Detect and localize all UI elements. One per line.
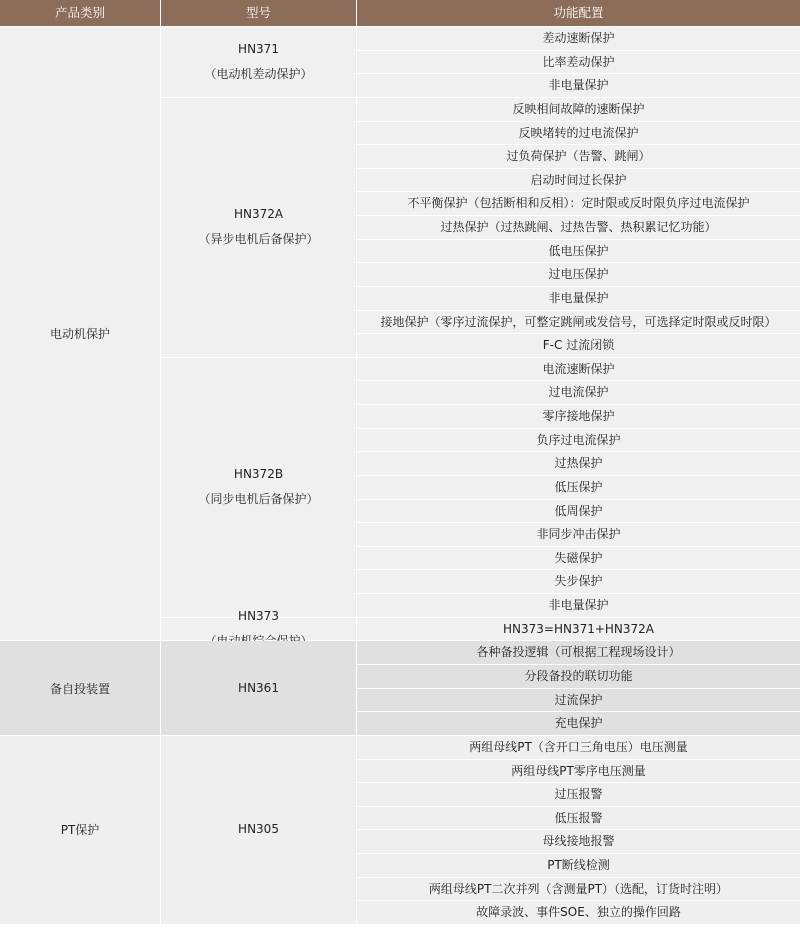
category-cell: 电动机保护	[0, 27, 160, 640]
feature-cell: 过负荷保护（告警、跳闸）	[357, 145, 800, 168]
feature-cell: 各种备投逻辑（可根据工程现场设计）	[357, 641, 800, 664]
feature-cell: 过电流保护	[357, 381, 800, 404]
feature-cell: 两组母线PT（含开口三角电压）电压测量	[357, 736, 800, 759]
model-cell	[161, 27, 356, 97]
feature-cell: 两组母线PT零序电压测量	[357, 760, 800, 783]
feature-cell: 充电保护	[357, 712, 800, 735]
feature-cell: 负序过电流保护	[357, 429, 800, 452]
feature-cell: 接地保护（零序过流保护，可整定跳闸或发信号，可选择定时限或反时限）	[357, 311, 800, 334]
model-cell	[161, 98, 356, 357]
model-cell	[161, 641, 356, 735]
model-cell	[161, 736, 356, 924]
feature-cell: 不平衡保护（包括断相和反相）：定时限或反时限负序过电流保护	[357, 192, 800, 215]
model-description: （电动机差动保护）	[204, 66, 313, 81]
feature-cell: 分段备投的联切功能	[357, 665, 800, 688]
feature-cell: PT断线检测	[357, 854, 800, 877]
category-cell: 备自投装置	[0, 641, 160, 735]
header-features: 功能配置	[357, 0, 800, 26]
feature-cell: 零序接地保护	[357, 405, 800, 428]
feature-cell: 低压报警	[357, 807, 800, 830]
feature-cell: 低压保护	[357, 476, 800, 499]
model-description: （异步电机后备保护）	[198, 232, 319, 247]
category-cell: PT保护	[0, 736, 160, 924]
model-description: （同步电机后备保护）	[198, 492, 319, 507]
model-name: HN361	[238, 680, 279, 695]
model-cell	[161, 609, 356, 641]
feature-cell: 过压报警	[357, 783, 800, 806]
model-name: HN371	[238, 41, 279, 56]
feature-cell: 过热保护	[357, 452, 800, 475]
model-name: HN305	[238, 822, 279, 837]
feature-cell: 差动速断保护	[357, 27, 800, 50]
feature-cell: 非同步冲击保护	[357, 523, 800, 546]
header-category: 产品类别	[0, 0, 160, 26]
feature-cell: 失磁保护	[357, 547, 800, 570]
header-model: 型号	[161, 0, 356, 26]
feature-cell: 反映相间故障的速断保护	[357, 98, 800, 121]
feature-cell: 启动时间过长保护	[357, 169, 800, 192]
feature-cell: 过热保护（过热跳闸、过热告警、热积累记忆功能）	[357, 216, 800, 239]
model-name: HN372B	[233, 467, 284, 482]
feature-cell: 失步保护	[357, 570, 800, 593]
feature-cell: 过流保护	[357, 689, 800, 712]
feature-cell: 故障录波、事件SOE、独立的操作回路	[357, 901, 800, 924]
model-name: HN372A	[233, 207, 284, 222]
feature-cell: 低周保护	[357, 500, 800, 523]
feature-cell: 非电量保护	[357, 594, 800, 617]
feature-cell: 电流速断保护	[357, 358, 800, 381]
feature-cell: HN373=HN371+HN372A	[357, 618, 800, 641]
feature-cell: 两组母线PT二次并列（含测量PT）（选配，订货时注明）	[357, 878, 800, 901]
feature-cell: 比率差动保护	[357, 51, 800, 74]
feature-cell: F-C 过流闭锁	[357, 334, 800, 357]
feature-cell: 低电压保护	[357, 240, 800, 263]
model-cell	[161, 358, 356, 617]
feature-cell: 过电压保护	[357, 263, 800, 286]
feature-cell: 非电量保护	[357, 74, 800, 97]
feature-cell: 反映堵转的过电流保护	[357, 122, 800, 145]
feature-cell: 母线接地报警	[357, 830, 800, 853]
model-name: HN373	[238, 609, 279, 624]
feature-cell: 非电量保护	[357, 287, 800, 310]
